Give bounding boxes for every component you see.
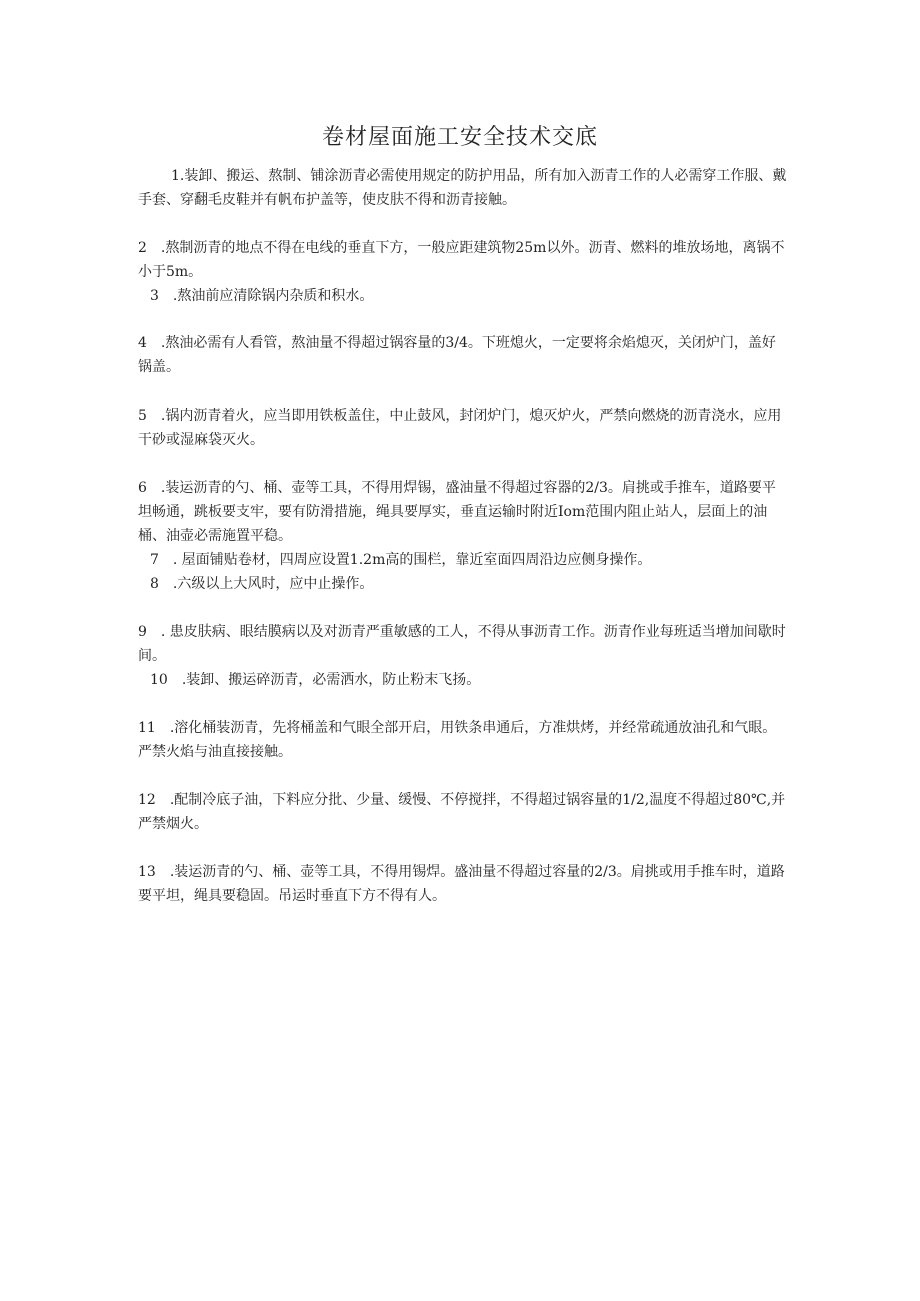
- list-item-4: 4 .熬油必需有人看管，熬油量不得超过锅容量的3/4。下班熄火，一定要将余焰熄灭，关闭炉门，盖好锅盖。: [138, 335, 776, 375]
- list-item-6: 6 .装运沥青的勺、桶、壶等工具，不得用焊锡，盛油量不得超过容器的2/3。肩挑或手推车，道路要平坦畅通，跳板要支牢，要有防滑措施，绳具要厚实，垂直运输时附近Iom范围内阻止站人，层面上的油桶、油壶必需施置平稳。: [138, 480, 776, 544]
- list-item-7: 7 . 屋面铺贴卷材，四周应设置1.2m高的围栏，靠近室面四周沿边应侧身操作。: [150, 552, 652, 568]
- list-item-9: 9 . 患皮肤病、眼结膜病以及对沥青严重敏感的工人，不得从事沥青工作。沥青作业每班适当增加间歇时间。: [138, 624, 786, 664]
- list-item-8: 8 .六级以上大风时，应中止操作。: [150, 576, 374, 592]
- list-item-10: 10 .装卸、搬运碎沥青，必需洒水，防止粉末飞扬。: [150, 672, 481, 688]
- list-item-11: 11 .溶化桶装沥青，先将桶盖和气眼全部开启，用铁条串通后，方准烘烤，并经常疏通放油孔和气眼。严禁火焰与油直接接触。: [138, 720, 777, 760]
- list-item-12: 12 .配制冷底子油，下料应分批、少量、缓慢、不停搅拌，不得超过锅容量的1/2,温度不得超过80℃,并严禁烟火。: [138, 792, 786, 832]
- list-item-3: 3 .熬油前应清除锅内杂质和积水。: [150, 288, 374, 304]
- list-item-2: 2 .熬制沥青的地点不得在电线的垂直下方，一般应距建筑物25m以外。沥青、燃料的堆放场地，离锅不小于5m。: [138, 240, 785, 280]
- list-item-5: 5 .锅内沥青着火，应当即用铁板盖住，中止鼓风，封闭炉门，熄灭炉火，严禁向燃烧的沥青浇水，应用干砂或湿麻袋灭火。: [138, 408, 782, 448]
- list-item-13: 13 .装运沥青的勺、桶、壶等工具，不得用锡焊。盛油量不得超过容量的2/3。肩挑或用手推车时，道路要平坦，绳具要稳固。吊运时垂直下方不得有人。: [138, 864, 785, 904]
- page-title: 卷材屋面施工安全技术交底: [321, 125, 598, 150]
- list-item-1: 1.装卸、搬运、熬制、铺涂沥青必需使用规定的防护用品，所有加入沥青工作的人必需穿工作服、戴手套、穿翻毛皮鞋并有帆布护盖等，使皮肤不得和沥青接触。: [138, 168, 787, 208]
